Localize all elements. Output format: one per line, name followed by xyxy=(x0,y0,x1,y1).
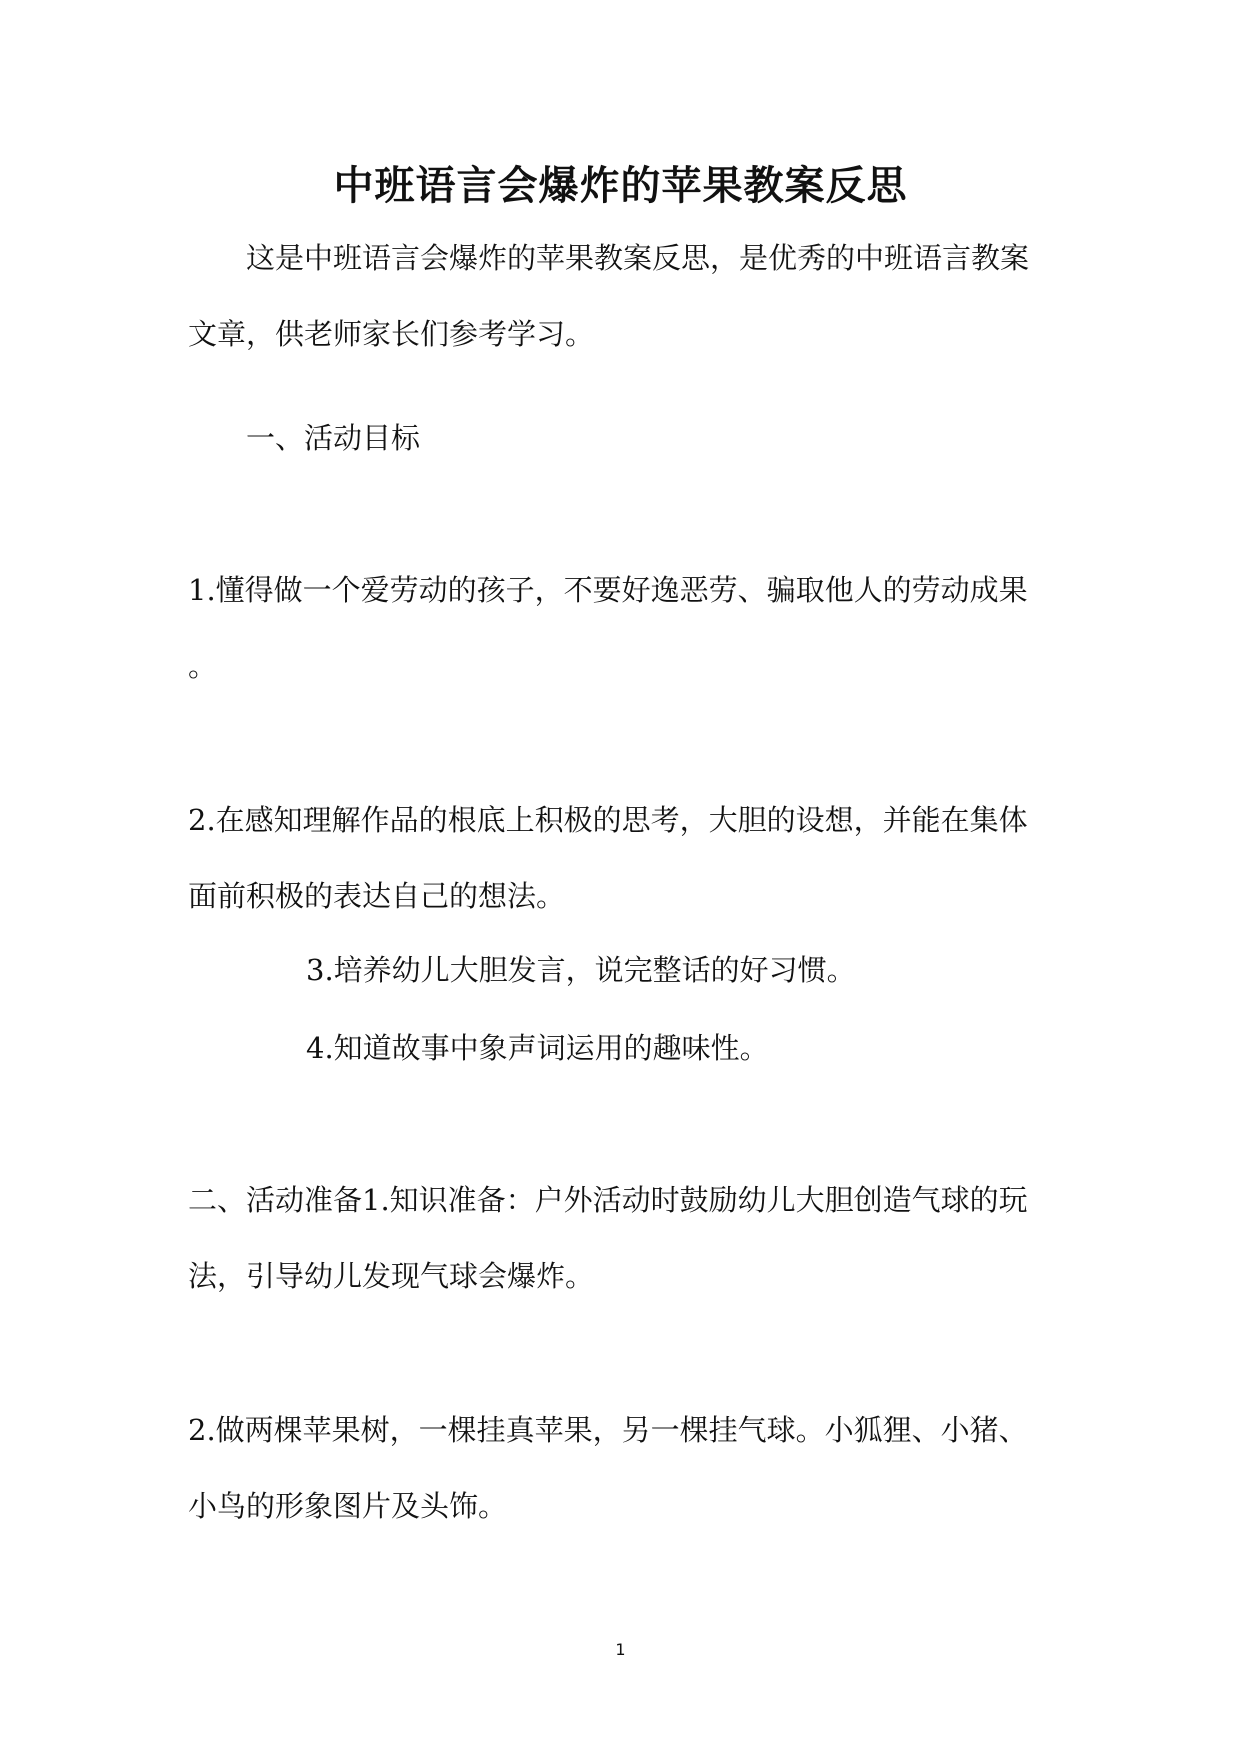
section-heading-goals: 一、活动目标 xyxy=(246,421,421,455)
goal-1-line-2: 。 xyxy=(188,649,218,683)
intro-paragraph-line-1: 这是中班语言会爆炸的苹果教案反思，是优秀的中班语言教案 xyxy=(246,241,1030,275)
preparation-line-4: 小鸟的形象图片及头饰。 xyxy=(188,1489,508,1523)
preparation-line-2: 法，引导幼儿发现气球会爆炸。 xyxy=(188,1259,595,1293)
intro-paragraph-line-2: 文章，供老师家长们参考学习。 xyxy=(188,317,595,351)
document-title: 中班语言会爆炸的苹果教案反思 xyxy=(333,162,908,209)
goal-4-line: 4.知道故事中象声词运用的趣味性。 xyxy=(306,1031,769,1065)
preparation-line-3: 2.做两棵苹果树，一棵挂真苹果，另一棵挂气球。小狐狸、小猪、 xyxy=(188,1413,1028,1447)
goal-1-line-1: 1.懂得做一个爱劳动的孩子，不要好逸恶劳、骗取他人的劳动成果 xyxy=(188,573,1028,607)
page-number: 1 xyxy=(615,1640,626,1659)
goal-2-line-2: 面前积极的表达自己的想法。 xyxy=(188,879,566,913)
goal-2-line-1: 2.在感知理解作品的根底上积极的思考，大胆的设想，并能在集体 xyxy=(188,803,1028,837)
goal-3-line: 3.培养幼儿大胆发言，说完整话的好习惯。 xyxy=(306,953,856,987)
preparation-line-1: 二、活动准备1.知识准备：户外活动时鼓励幼儿大胆创造气球的玩 xyxy=(188,1183,1028,1217)
